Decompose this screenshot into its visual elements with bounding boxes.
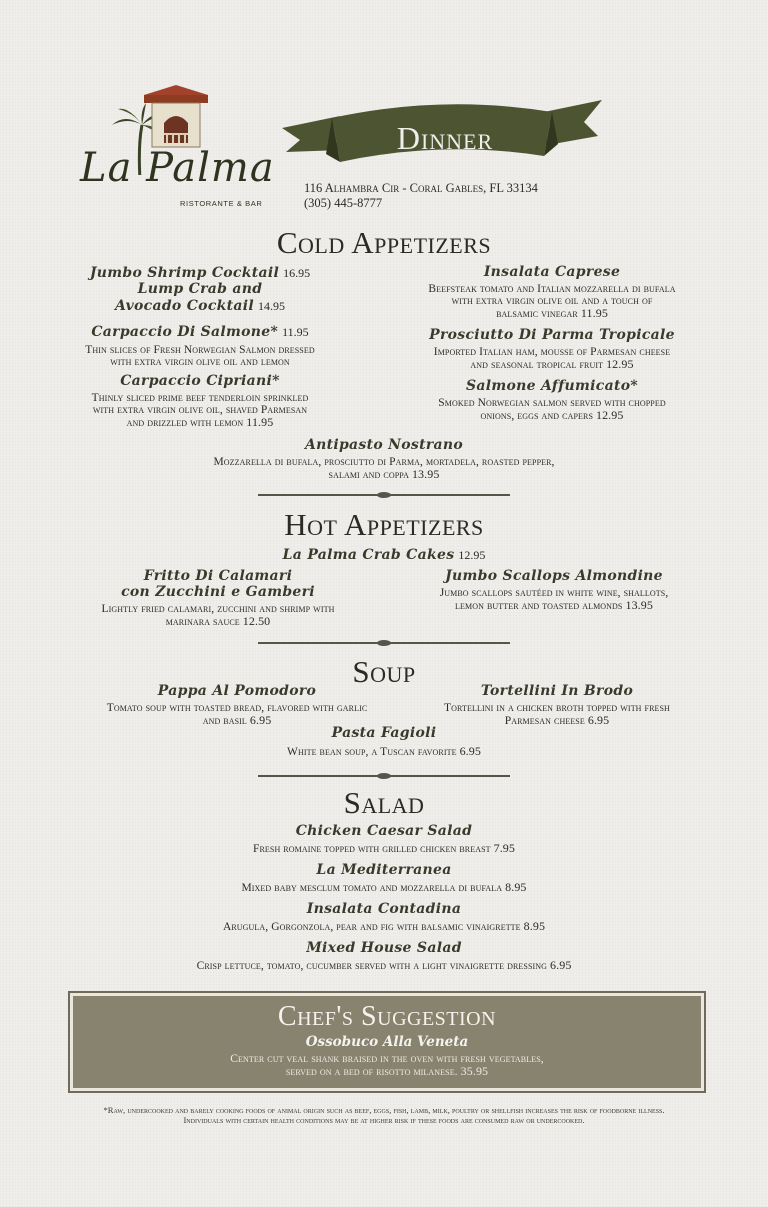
item-desc: and seasonal tropical fruit	[470, 359, 604, 371]
footnote-line: *Raw, undercooked and barely cooking foods of animal origin such as beef, eggs, fish, lamb, milk, poultry or shellfish increases the risk of foodborne illness.	[103, 1105, 665, 1115]
item-name: Chicken Caesar Salad	[295, 823, 473, 839]
item-price: 6.95	[587, 713, 610, 727]
menu-item-contadina	[0, 901, 768, 933]
chef-price: 35.95	[460, 1064, 489, 1078]
item-desc: Thinly sliced prime beef tenderloin sprinkled	[91, 392, 309, 404]
item-name: Jumbo Scallops Almondine	[445, 568, 663, 584]
item-desc: with extra virgin olive oil, shaved Parmesan	[92, 404, 308, 416]
item-name: Prosciutto Di Parma Tropicale	[429, 327, 675, 343]
item-desc: marinara sauce	[165, 616, 240, 628]
menu-item-prosciutto	[400, 327, 704, 371]
item-desc: White bean soup, a Tuscan favorite	[287, 746, 457, 758]
item-price: 16.95	[283, 266, 311, 280]
item-desc: onions, eggs and capers	[480, 410, 593, 422]
item-desc: balsamic vinegar	[496, 308, 578, 320]
footnote	[20, 1106, 748, 1125]
item-desc: Tortellini in a chicken broth topped with fresh	[444, 702, 670, 714]
item-name: Insalata Caprese	[483, 264, 621, 280]
menu-item-carpaccio-cipriani	[60, 373, 340, 429]
item-name: La Mediterranea	[316, 862, 452, 878]
item-name: Fritto Di Calamari	[143, 568, 293, 584]
divider	[258, 642, 510, 644]
item-name: Jumbo Shrimp Cocktail	[89, 265, 280, 281]
item-desc: Fresh romaine topped with grilled chicken breast	[252, 843, 491, 855]
menu-item-jumbo-shrimp	[60, 264, 340, 282]
item-desc: Beefsteak tomato and Italian mozzarella di bufala	[428, 283, 676, 295]
item-desc: Parmesan cheese	[504, 715, 585, 727]
item-price: 12.95	[458, 548, 486, 562]
item-name: Antipasto Nostrano	[304, 437, 464, 453]
menu-item-mediterranea	[0, 862, 768, 894]
menu-item-lump-crab	[60, 281, 340, 315]
chef-title: Chef's Suggestion	[277, 1001, 497, 1032]
footnote-line: Individuals with certain health conditions may be at higher risk if these foods are consumed raw or undercooked.	[183, 1114, 585, 1125]
chef-suggestion-box	[70, 993, 704, 1091]
section-title-cold: Cold Appetizers	[276, 225, 492, 260]
item-desc: Imported Italian ham, mousse of Parmesan cheese	[433, 346, 671, 358]
item-desc: and drizzled with lemon	[126, 417, 244, 429]
item-desc: Mozzarella di bufala, prosciutto di Parma, mortadela, roasted pepper,	[213, 456, 555, 468]
item-desc: Mixed baby mesclum tomato and mozzarella di bufala	[241, 882, 503, 894]
item-name: Carpaccio Cipriani*	[120, 373, 280, 389]
chef-desc: served on a bed of risotto milanese.	[285, 1066, 458, 1078]
chef-desc: Center cut veal shank braised in the oven with fresh vegetables,	[230, 1053, 544, 1065]
menu-item-crab-cakes	[0, 546, 768, 564]
section-title-soup: Soup	[352, 654, 416, 689]
item-desc: Tomato soup with toasted bread, flavored with garlic	[106, 702, 368, 714]
brand-name: La Palma	[80, 145, 275, 191]
item-price: 11.95	[580, 306, 608, 320]
item-name: Salmone Affumicato*	[465, 378, 638, 394]
item-name: Avocado Cocktail	[114, 298, 255, 314]
phone: (305) 445-8777	[304, 196, 383, 210]
menu-item-house	[0, 940, 768, 972]
menu-item-carpaccio-salmone	[60, 323, 340, 368]
item-desc: Smoked Norwegian salmon served with chopped	[438, 397, 666, 409]
item-desc: Arugula, Gorgonzola, pear and fig with balsamic vinaigrette	[222, 921, 521, 933]
menu-item-pomodoro	[78, 683, 396, 727]
divider	[258, 775, 510, 777]
menu-item-fritto	[70, 568, 366, 628]
address: 116 Alhambra Cir - Coral Gables, FL 33134	[304, 181, 538, 195]
item-desc: lemon butter and toasted almonds	[455, 600, 623, 612]
item-price: 8.95	[505, 880, 527, 894]
item-desc: Crisp lettuce, tomato, cucumber served with a light vinaigrette dressing	[196, 960, 548, 972]
item-desc: Lightly fried calamari, zucchini and shrimp with	[101, 603, 335, 615]
item-price: 7.95	[493, 841, 516, 855]
item-name: Lump Crab and	[137, 281, 263, 297]
item-price: 6.95	[459, 744, 481, 758]
item-price: 13.95	[411, 467, 440, 481]
item-price: 8.95	[523, 919, 546, 933]
item-name: Pappa Al Pomodoro	[157, 683, 317, 699]
menu-item-salmone-affumicato	[400, 378, 704, 422]
item-desc: and basil	[202, 715, 247, 727]
chef-item-name: Ossobuco Alla Veneta	[305, 1034, 469, 1050]
menu-item-tortellini	[412, 683, 702, 727]
item-price: 11.95	[246, 415, 274, 429]
item-name: con Zucchini e Gamberi	[121, 584, 315, 600]
item-price: 12.95	[606, 357, 634, 371]
item-price: 6.95	[550, 958, 572, 972]
item-name: Carpaccio Di Salmone*	[91, 324, 279, 340]
item-name: Pasta Fagioli	[331, 725, 437, 741]
item-price: 11.95	[282, 325, 309, 339]
item-price: 14.95	[258, 299, 286, 313]
item-price: 12.95	[595, 408, 624, 422]
item-desc: with extra virgin olive oil and lemon	[110, 356, 290, 368]
item-name: Mixed House Salad	[306, 940, 462, 956]
item-name: Tortellini In Brodo	[480, 683, 634, 699]
item-price: 6.95	[249, 713, 272, 727]
item-desc: salami and coppa	[328, 469, 409, 481]
menu-item-insalata-caprese	[400, 264, 704, 320]
item-desc: with extra virgin olive oil and a touch of	[451, 295, 653, 307]
menu-item-caesar	[0, 823, 768, 855]
section-title-salad: Salad	[343, 785, 425, 820]
logo	[80, 85, 280, 215]
banner-label: Dinner	[396, 120, 494, 156]
item-desc: Thin slices of Fresh Norwegian Salmon dressed	[85, 344, 315, 356]
menu-item-fagioli	[0, 725, 768, 758]
item-price: 12.50	[242, 614, 271, 628]
menu-item-antipasto	[0, 437, 768, 481]
item-desc: Jumbo scallops sautéed in white wine, shallots,	[439, 587, 669, 599]
brand-subtitle: RISTORANTE & BAR	[180, 199, 263, 208]
divider	[258, 494, 510, 496]
section-title-hot: Hot Appetizers	[284, 507, 484, 542]
item-price: 13.95	[625, 598, 653, 612]
menu-item-scallops	[404, 568, 704, 612]
item-name: Insalata Contadina	[306, 901, 462, 917]
item-name: La Palma Crab Cakes	[282, 547, 455, 563]
